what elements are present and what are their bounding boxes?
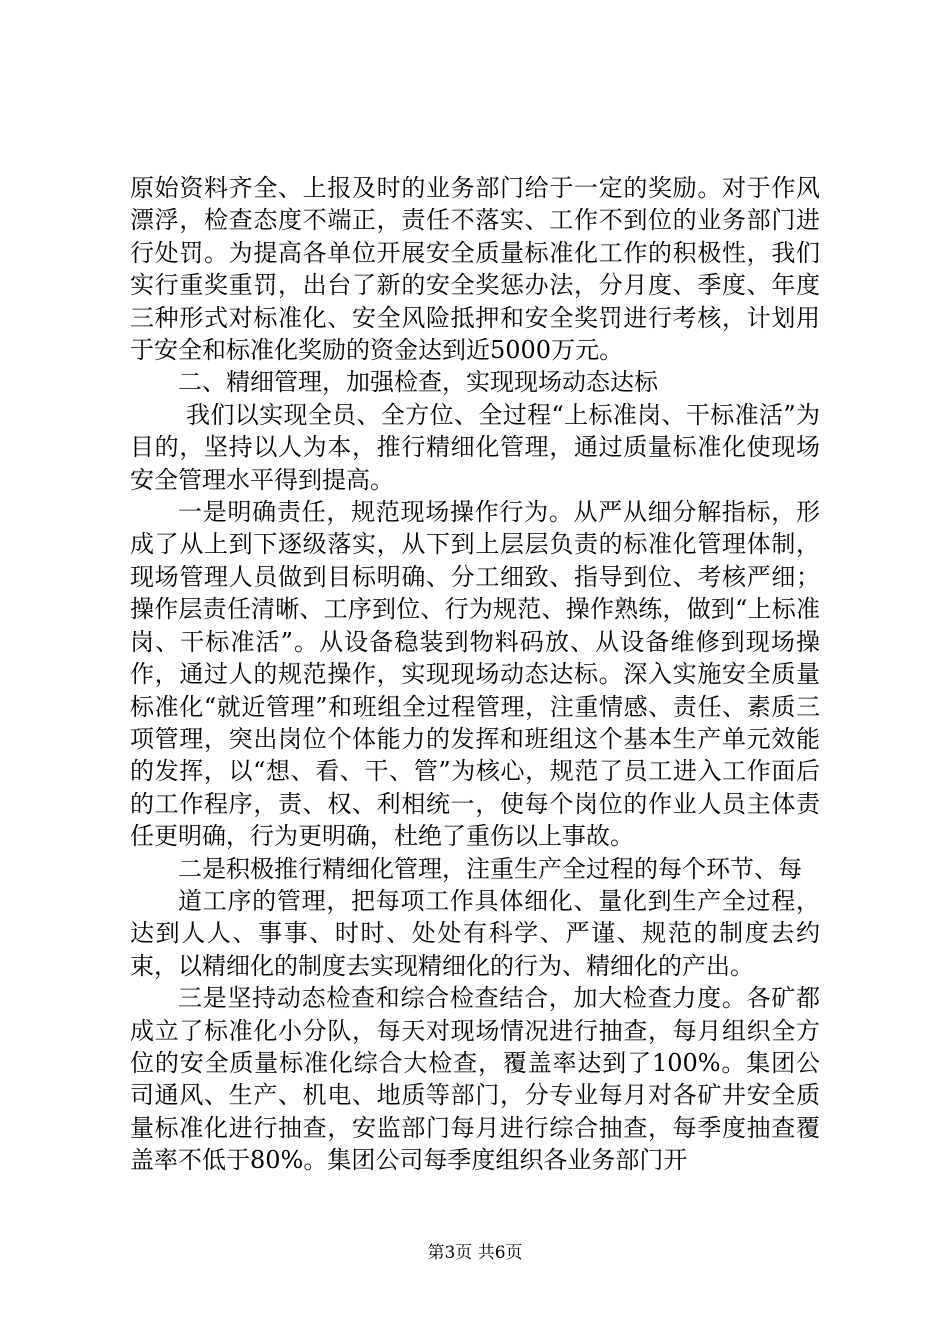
document-body [130, 172, 820, 1177]
paragraph-intro: 我们以实现全员、全方位、全过程“上标准岗、干标准活”为目的，坚持以人为本，推行精细化管理，通过质量标准化使现场安全管理水平得到提高。 [130, 400, 820, 494]
paragraph-fine-management: 二是积极推行精细化管理，注重生产全过程的每个环节、每 [178, 854, 802, 883]
page-footer: 第3页 共6页 [427, 1243, 523, 1263]
paragraph-inspection: 三是坚持动态检查和综合检查结合，加大检查力度。各矿都成立了标准化小分队，每天对现场情况进行抽查，每月组织全方位的安全质量标准化综合大检查，覆盖率达到了100%。集团公司通风、生产、机电、地质等部门，分专业每月对各矿井安全质量标准化进行抽查，安监部门每月进行综合抽查，每季度抽查覆盖率不低于80%。集团公司每季度组织各业务部门开 [130, 984, 820, 1175]
section-heading: 二、精细管理，加强检查，实现现场动态达标 [178, 368, 658, 397]
paragraph-rewards-penalties: 原始资料齐全、上报及时的业务部门给于一定的奖励。对于作风漂浮，检查态度不端正，责任不落实、工作不到位的业务部门进行处罚。为提高各单位开展安全质量标准化工作的积极性，我们实行重奖重罚，出台了新的安全奖惩办法，分月度、季度、年度三种形式对标准化、安全风险抵押和安全奖罚进行考核，计划用于安全和标准化奖励的资金达到近5000万元。 [130, 174, 820, 365]
paragraph-process-management: 道工序的管理，把每项工作具体细化、量化到生产全过程，达到人人、事事、时时、处处有科学、严谨、规范的制度去约束，以精细化的制度去实现精细化的行为、精细化的产出。 [130, 886, 820, 980]
paragraph-responsibility: 一是明确责任，规范现场操作行为。从严从细分解指标，形成了从上到下逐级落实，从下到上层层负责的标准化管理体制，现场管理人员做到目标明确、分工细致、指导到位、考核严细；操作层责任清晰、工序到位、行为规范、操作熟练，做到“上标准岗、干标准活”。从设备稳装到物料码放、从设备维修到现场操作，通过人的规范操作，实现现场动态达标。深入实施安全质量标准化“就近管理”和班组全过程管理，注重情感、责任、素质三项管理，突出岗位个体能力的发挥和班组这个基本生产单元效能的发挥，以“想、看、干、管”为核心，规范了员工进入工作面后的工作程序，责、权、利相统一，使每个岗位的作业人员主体责任更明确，行为更明确，杜绝了重伤以上事故。 [130, 498, 820, 851]
